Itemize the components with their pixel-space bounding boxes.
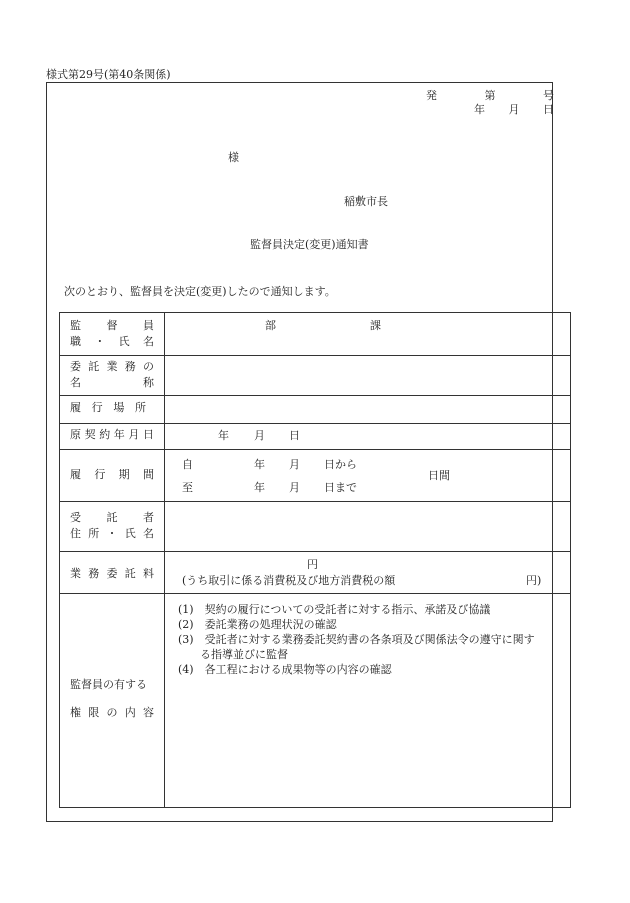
- issue-date-line: [474, 101, 554, 117]
- authority-item: (4) 各工程における成果物等の内容の確認: [178, 663, 392, 676]
- period-label: 履 行 期 間: [70, 468, 154, 481]
- location-label: 履 行 場 所: [70, 401, 146, 414]
- contractor-label: 受 託 者 住 所 ・ 氏 名: [70, 511, 154, 540]
- orig-date-year: 年: [218, 429, 229, 442]
- orig-date-month: 月: [254, 429, 265, 442]
- orig-date-label: 原 契 約 年 月 日: [70, 428, 154, 441]
- period-from-year: 年: [254, 458, 265, 471]
- period-to-day: 日まで: [324, 481, 357, 494]
- period-to: 至: [182, 481, 193, 494]
- period-from-month: 月: [289, 458, 300, 471]
- period-from-day: 日から: [324, 458, 357, 471]
- row-divider: [60, 423, 570, 424]
- inspector-section: 課: [370, 319, 381, 332]
- intro-text: 次のとおり、監督員を決定(変更)したので通知します。: [64, 285, 336, 298]
- period-from: 自: [182, 458, 193, 471]
- column-divider: [164, 313, 165, 807]
- date-char: 月: [508, 103, 520, 116]
- inspector-label: 監 督 員 職 ・ 氏 名: [70, 319, 154, 348]
- authority-item: る指導並びに監督: [178, 648, 288, 661]
- period-to-year: 年: [254, 481, 265, 494]
- fee-label: 業 務 委 託 料: [70, 567, 154, 580]
- addressee-suffix: 様: [228, 151, 239, 164]
- row-divider: [60, 551, 570, 552]
- fee-tax-close: 円): [526, 574, 542, 587]
- row-divider: [60, 395, 570, 396]
- authority-item: (2) 委託業務の処理状況の確認: [178, 618, 337, 631]
- authority-item: (3) 受託者に対する業務委託契約書の各条項及び関係法令の遵守に関す: [178, 633, 535, 646]
- form-number: 様式第29号(第40条関係): [46, 68, 171, 81]
- issuer: 稲敷市長: [344, 195, 388, 208]
- authority-label: 監督員の有する 権 限 の 内 容: [70, 678, 154, 719]
- row-divider: [60, 355, 570, 356]
- fee-tax-open: (うち取引に係る消費税及び地方消費税の額: [182, 574, 396, 587]
- orig-date-day: 日: [289, 429, 300, 442]
- document-title: 監督員決定(変更)通知書: [250, 238, 369, 251]
- issue-char: 発: [426, 89, 437, 102]
- issue-char: 号: [543, 89, 554, 102]
- inspector-dept: 部: [265, 319, 276, 332]
- period-to-month: 月: [289, 481, 300, 494]
- row-divider: [60, 593, 570, 594]
- row-divider: [60, 449, 570, 450]
- date-char: 年: [474, 103, 485, 116]
- date-char: 日: [543, 103, 554, 116]
- task-name-label: 委 託 業 務 の 名 称: [70, 360, 154, 389]
- details-table: [59, 312, 571, 808]
- row-divider: [60, 501, 570, 502]
- authority-item: (1) 契約の履行についての受託者に対する指示、承諾及び協議: [178, 603, 491, 616]
- fee-yen: 円: [307, 558, 318, 571]
- issue-char: 第: [484, 89, 496, 102]
- period-days: 日間: [428, 469, 450, 482]
